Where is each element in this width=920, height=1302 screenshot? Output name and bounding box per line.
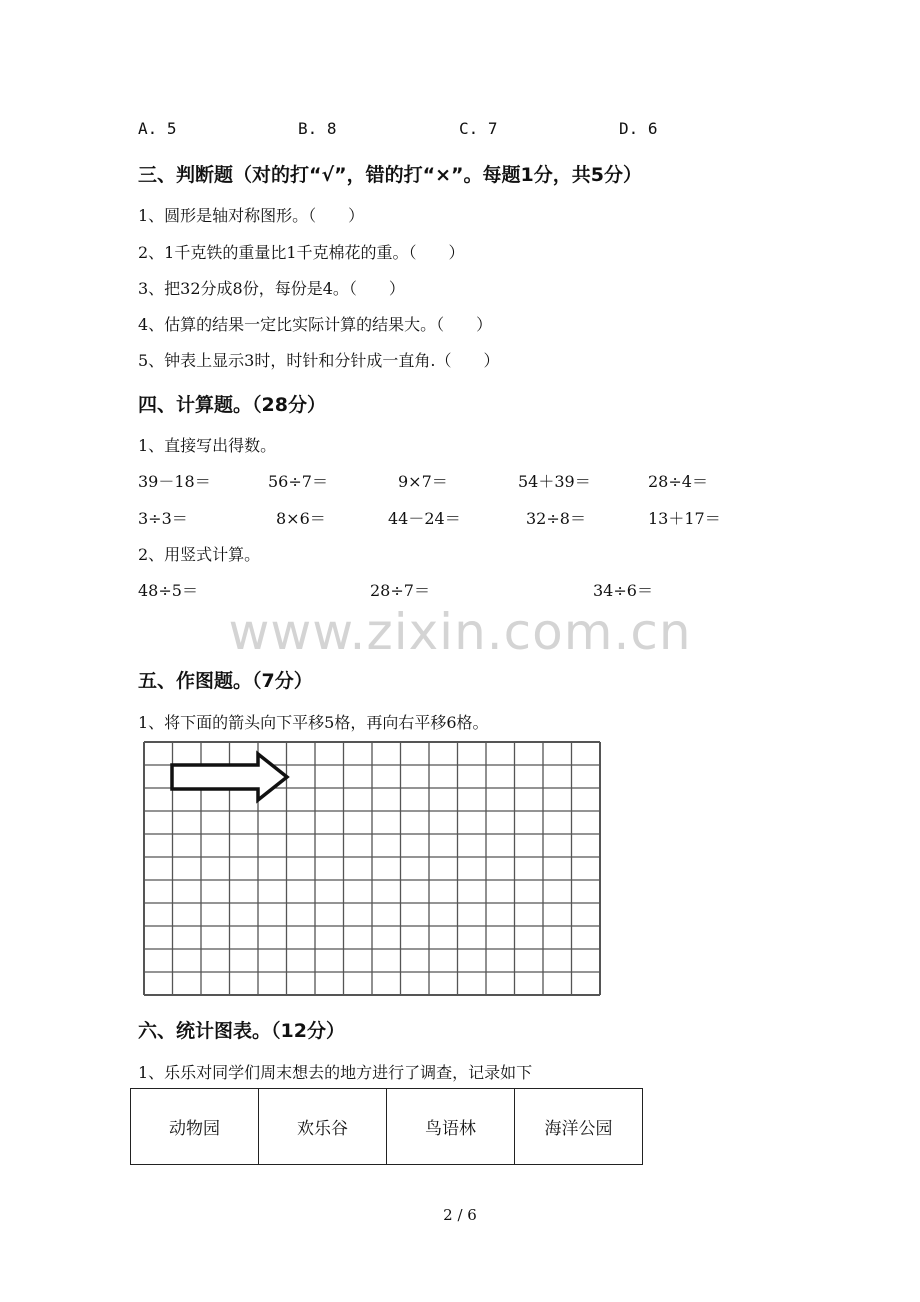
option-c: C. 7 [459,119,498,138]
equation: 28÷7＝ [370,581,430,600]
page-number: 2 / 6 [443,1206,477,1224]
translation-grid [143,741,603,999]
equation: 44－24＝ [388,509,461,528]
table-row [131,1089,643,1165]
equation: 13＋17＝ [648,509,721,528]
option-a: A. 5 [138,119,177,138]
calc-question-1: 1、直接写出得数。 [138,436,277,455]
section4-title: 四、计算题。（28分） [138,394,326,416]
judge-item-2: 2、1千克铁的重量比1千克棉花的重。（ ） [138,243,465,262]
table-cell-place: 动物园 [131,1089,259,1165]
equation: 34÷6＝ [593,581,653,600]
section5-title: 五、作图题。（7分） [138,670,313,692]
judge-item-1: 1、圆形是轴对称图形。（ ） [138,206,365,225]
equation: 9×7＝ [398,472,448,491]
table-cell-place: 欢乐谷 [259,1089,387,1165]
equation: 56÷7＝ [268,472,328,491]
drawing-question-1: 1、将下面的箭头向下平移5格，再向右平移6格。 [138,713,489,732]
judge-item-5: 5、钟表上显示3时，时针和分针成一直角.（ ） [138,351,500,370]
judge-item-3: 3、把32分成8份，每份是4。（ ） [138,279,405,298]
table-cell-place: 鸟语林 [387,1089,515,1165]
survey-question-1: 1、乐乐对同学们周末想去的地方进行了调查，记录如下 [138,1063,533,1082]
section6-title: 六、统计图表。（12分） [138,1020,345,1042]
equation: 8×6＝ [276,509,326,528]
equation: 39－18＝ [138,472,211,491]
judge-item-4: 4、估算的结果一定比实际计算的结果大。（ ） [138,315,493,334]
equation: 28÷4＝ [648,472,708,491]
equation: 48÷5＝ [138,581,198,600]
option-d: D. 6 [619,119,658,138]
calc-question-2: 2、用竖式计算。 [138,545,261,564]
equation: 3÷3＝ [138,509,188,528]
table-cell-place: 海洋公园 [515,1089,643,1165]
equation: 32÷8＝ [526,509,586,528]
section3-title: 三、判断题（对的打“√”，错的打“×”。每题1分，共5分） [138,164,642,186]
survey-table [130,1088,643,1165]
option-b: B. 8 [298,119,337,138]
watermark: www.zixin.com.cn [228,603,692,661]
equation: 54＋39＝ [518,472,591,491]
